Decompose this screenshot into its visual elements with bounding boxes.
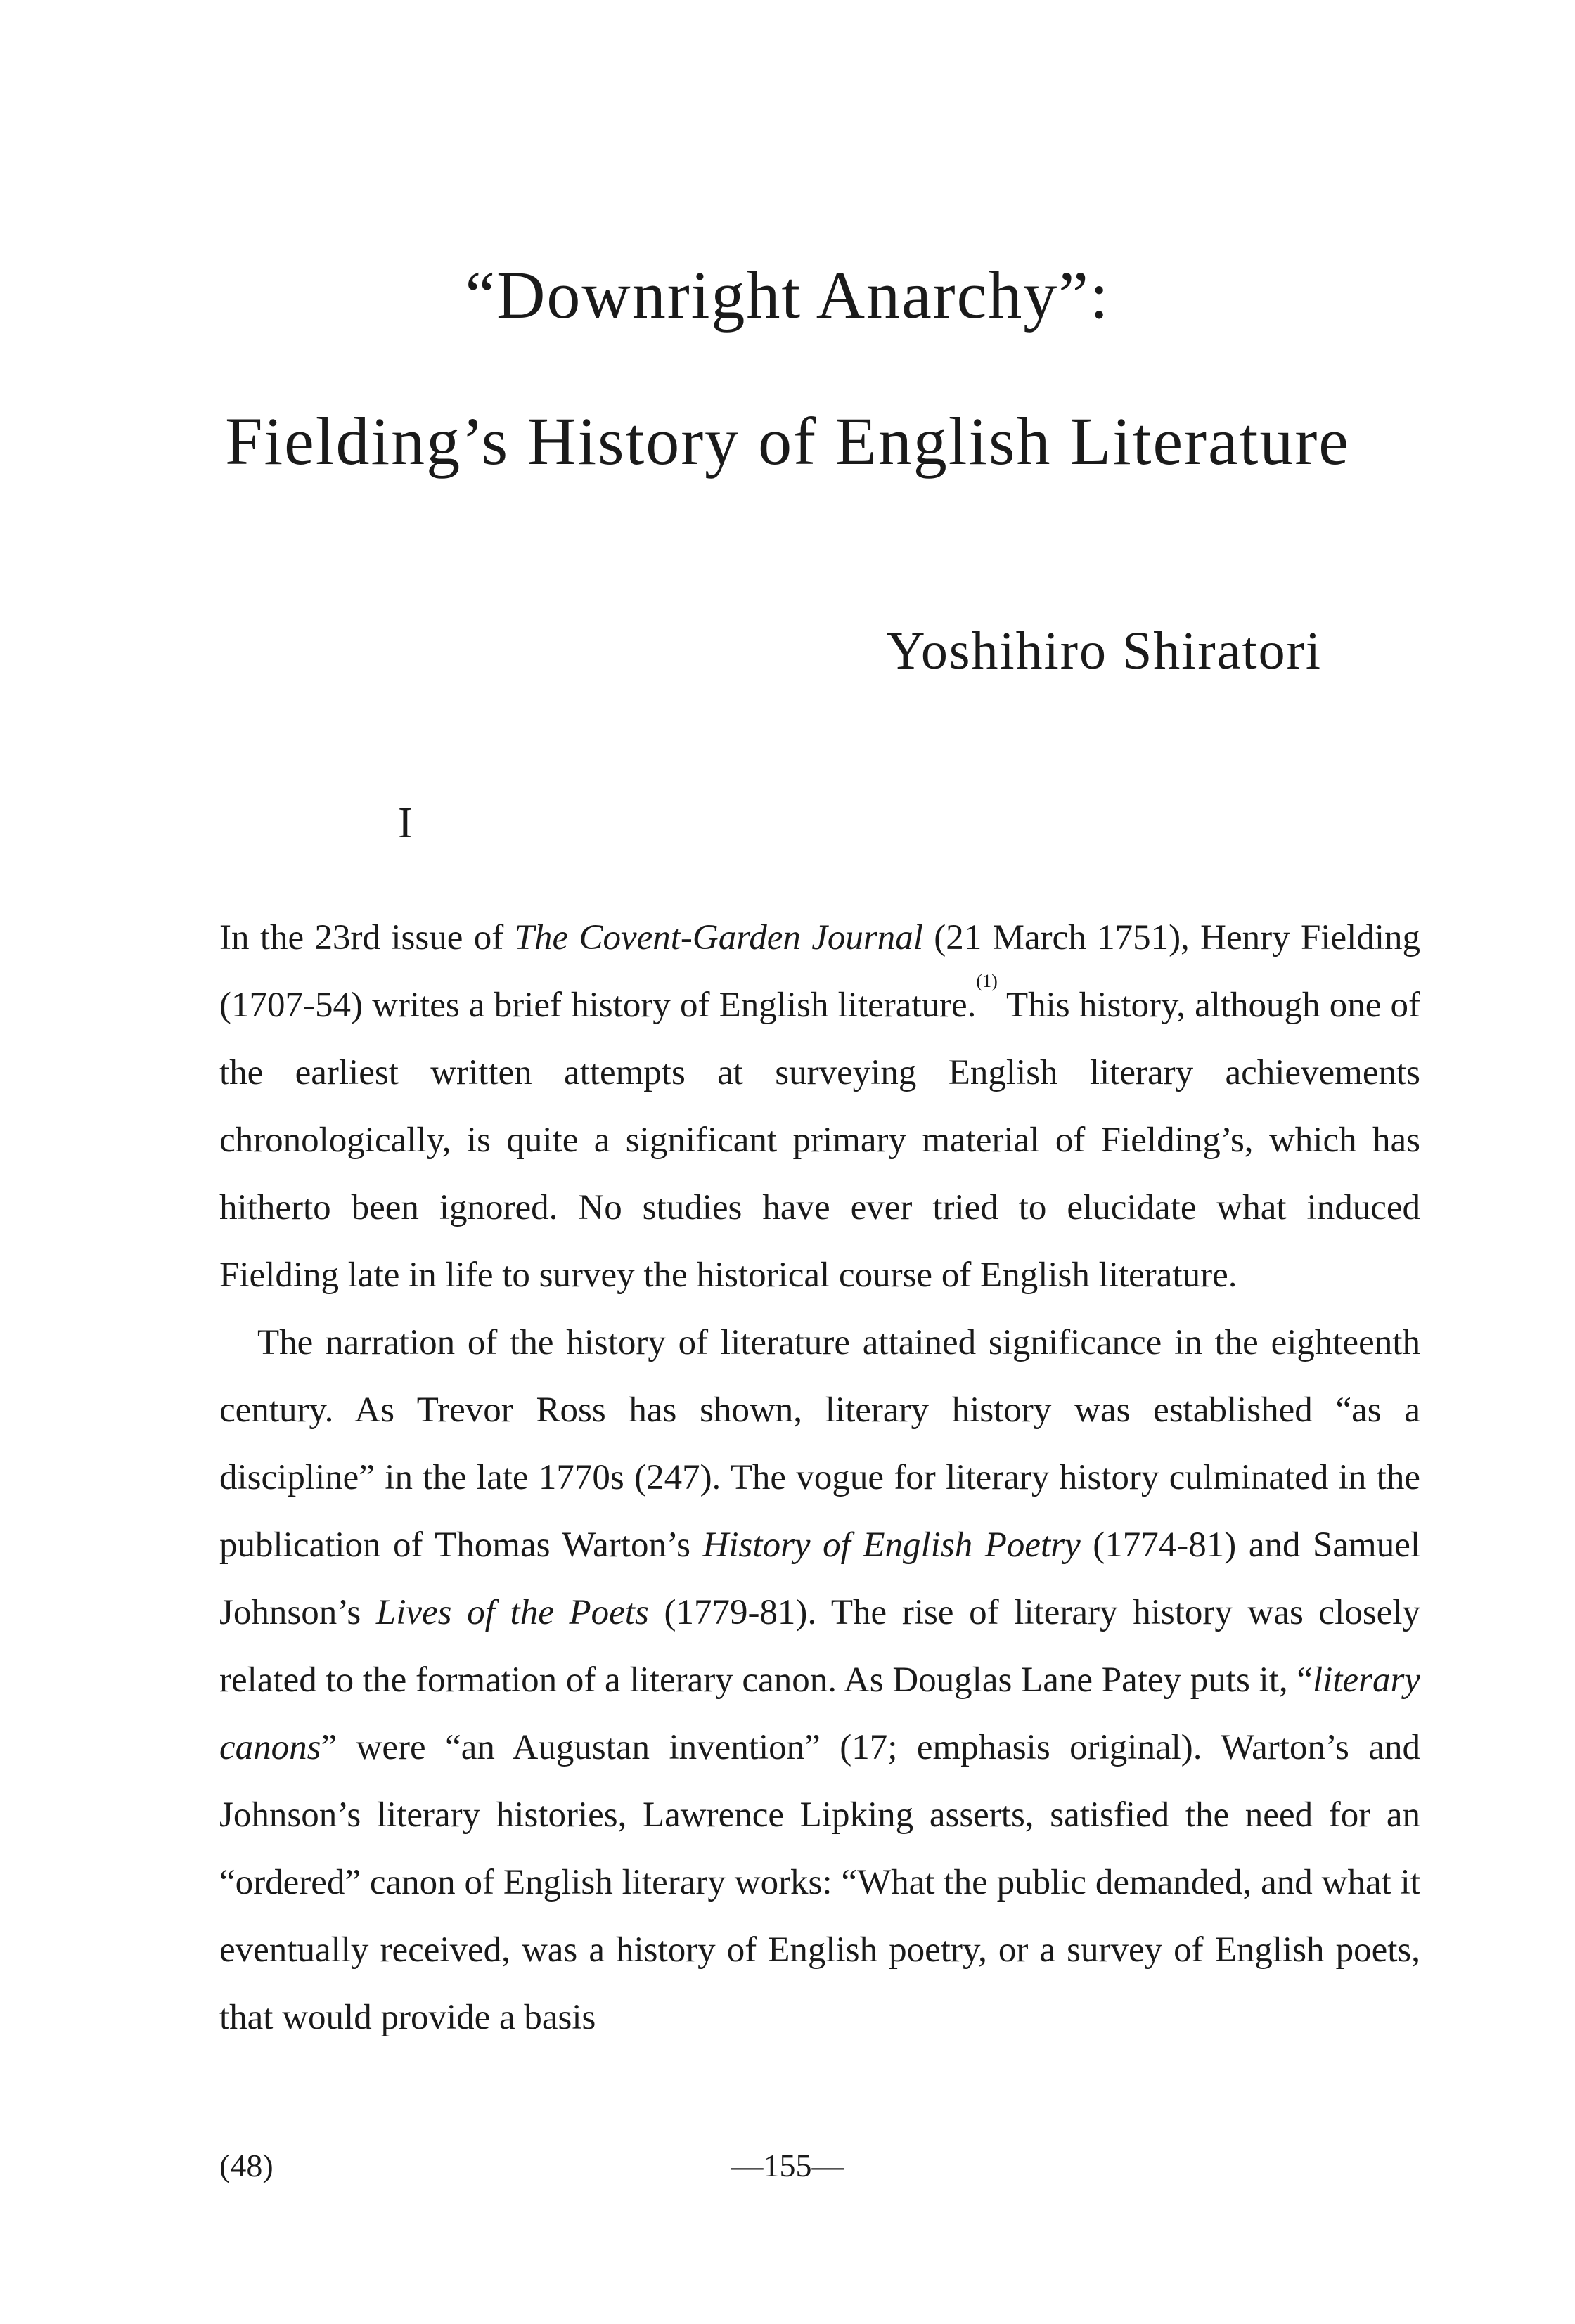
p2-text-d: ” were “an Augustan invention” (17; emphasis original). Warton’s and Johnson’s literary histories, Lawrence Lipking asserts, satisfied the need for an “ordered” canon of English literary works: “What the public demanded, and what it eventually received, was a history of English poetry, or a survey of English poets, that would provide a basis <box>219 1728 1420 2037</box>
p2-text-b: (1774-81) and Samuel Johnson’s <box>219 1525 1420 1632</box>
page-number: —155— <box>731 2148 844 2183</box>
patey-quote: literary canons <box>219 1660 1421 1767</box>
section-number: I <box>398 799 413 847</box>
footer-left-number: (48) <box>219 2148 274 2183</box>
johnson-title: Lives of the Poets <box>375 1593 649 1632</box>
p1-text-c: This history, although one of the earliest written attempts at surveying English literary achievements chronologically, is quite a significant primary material of Fielding’s, which has hitherto been ignored. No studies have ever tried to elucidate what induced Fielding late in life to survey the historical course of English literature. <box>219 986 1421 1295</box>
paragraph-1 <box>219 904 1420 1309</box>
title-line-2: Fielding’s History of English Literature <box>225 404 1350 479</box>
footnote-marker: (1) <box>976 971 998 991</box>
p1-text-b: (21 March 1751), Henry Fielding (1707-54) writes a brief history of English literature. <box>219 918 1420 1025</box>
p2-text-c: (1779-81). The rise of literary history was closely related to the formation of a literary canon. As Douglas Lane Patey puts it, “ <box>219 1593 1420 1700</box>
p2-text-a: The narration of the history of literature attained significance in the eighteenth century. As Trevor Ross has shown, literary history was established “as a discipline” in the late 1770s (247). The vogue for literary history culminated in the publication of Thomas Warton’s <box>219 1323 1420 1565</box>
journal-title: The Covent-Garden Journal <box>514 918 923 957</box>
body-text <box>219 904 1420 2051</box>
title-line-1: “Downright Anarchy”: <box>465 257 1110 333</box>
paragraph-2 <box>219 1309 1420 2051</box>
warton-title: History of English Poetry <box>702 1525 1081 1565</box>
author-name: Yoshihiro Shiratori <box>886 621 1322 680</box>
p1-text-a: In the 23rd issue of <box>219 918 515 957</box>
